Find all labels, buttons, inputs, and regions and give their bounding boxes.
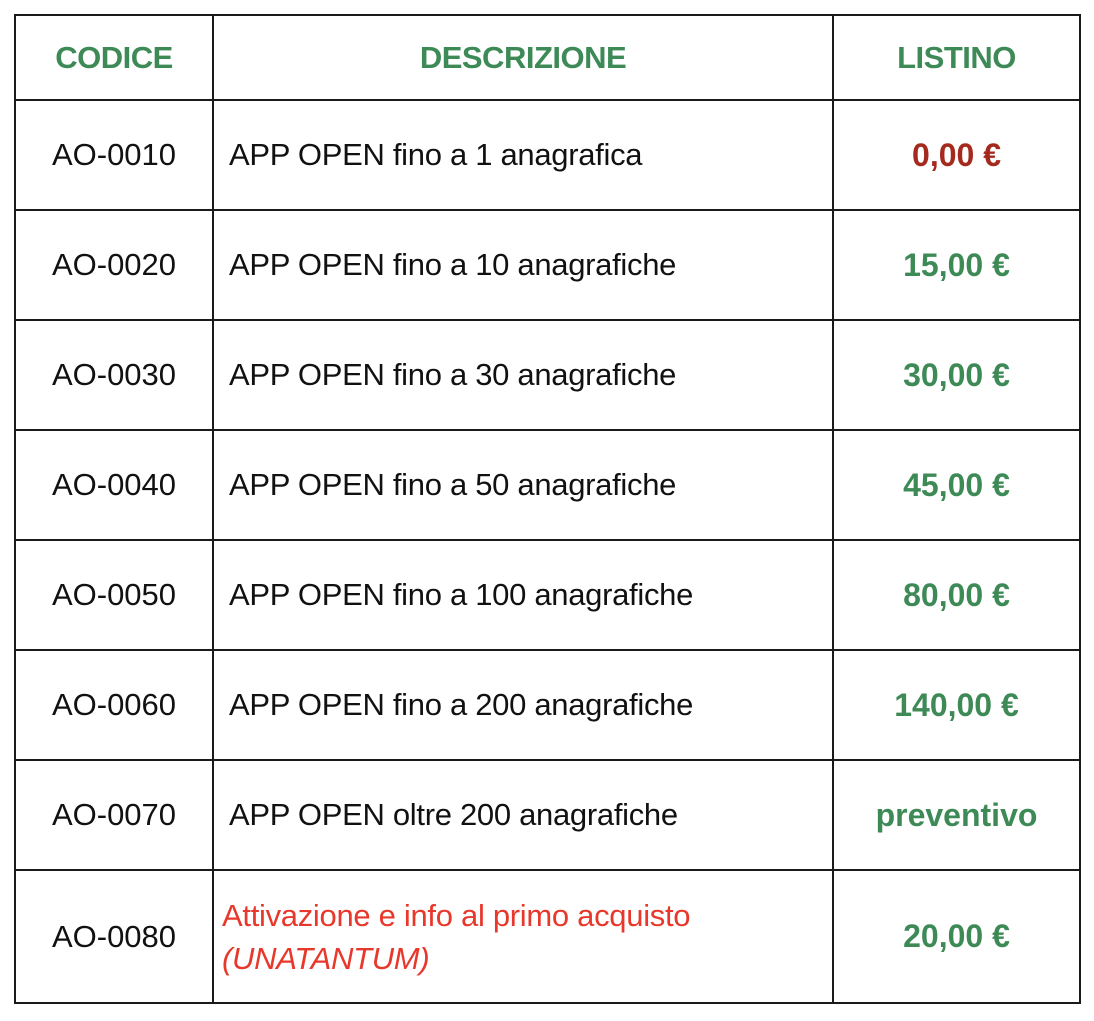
row-price: preventivo — [833, 760, 1080, 870]
row-description: APP OPEN oltre 200 anagrafiche — [213, 760, 833, 870]
table-row — [15, 870, 1080, 1003]
row-description: APP OPEN fino a 100 anagrafiche — [213, 540, 833, 650]
row-price: 20,00 € — [833, 870, 1080, 1003]
row-code: AO-0080 — [15, 870, 213, 1003]
row-price: 0,00 € — [833, 100, 1080, 210]
table-row — [15, 210, 1080, 320]
row-price: 45,00 € — [833, 430, 1080, 540]
row-description-promo — [213, 870, 833, 1003]
table-row — [15, 100, 1080, 210]
table-row — [15, 430, 1080, 540]
header-description: DESCRIZIONE — [213, 15, 833, 100]
row-code: AO-0020 — [15, 210, 213, 320]
row-price: 140,00 € — [833, 650, 1080, 760]
row-price: 80,00 € — [833, 540, 1080, 650]
row-price: 15,00 € — [833, 210, 1080, 320]
table-header-row — [15, 15, 1080, 100]
row-code: AO-0060 — [15, 650, 213, 760]
table-row — [15, 650, 1080, 760]
row-description: APP OPEN fino a 50 anagrafiche — [213, 430, 833, 540]
promo-description: Attivazione e info al primo acquisto — [222, 897, 691, 933]
row-description: APP OPEN fino a 1 anagrafica — [213, 100, 833, 210]
header-code: CODICE — [15, 15, 213, 100]
header-price: LISTINO — [833, 15, 1080, 100]
row-code: AO-0070 — [15, 760, 213, 870]
row-description: APP OPEN fino a 10 anagrafiche — [213, 210, 833, 320]
row-description: APP OPEN fino a 200 anagrafiche — [213, 650, 833, 760]
price-list-table — [14, 14, 1081, 1004]
row-price: 30,00 € — [833, 320, 1080, 430]
row-code: AO-0030 — [15, 320, 213, 430]
table-row — [15, 540, 1080, 650]
row-code: AO-0050 — [15, 540, 213, 650]
row-code: AO-0010 — [15, 100, 213, 210]
promo-note: (UNATANTUM) — [222, 940, 430, 976]
row-description: APP OPEN fino a 30 anagrafiche — [213, 320, 833, 430]
table-row — [15, 760, 1080, 870]
row-code: AO-0040 — [15, 430, 213, 540]
table-row — [15, 320, 1080, 430]
